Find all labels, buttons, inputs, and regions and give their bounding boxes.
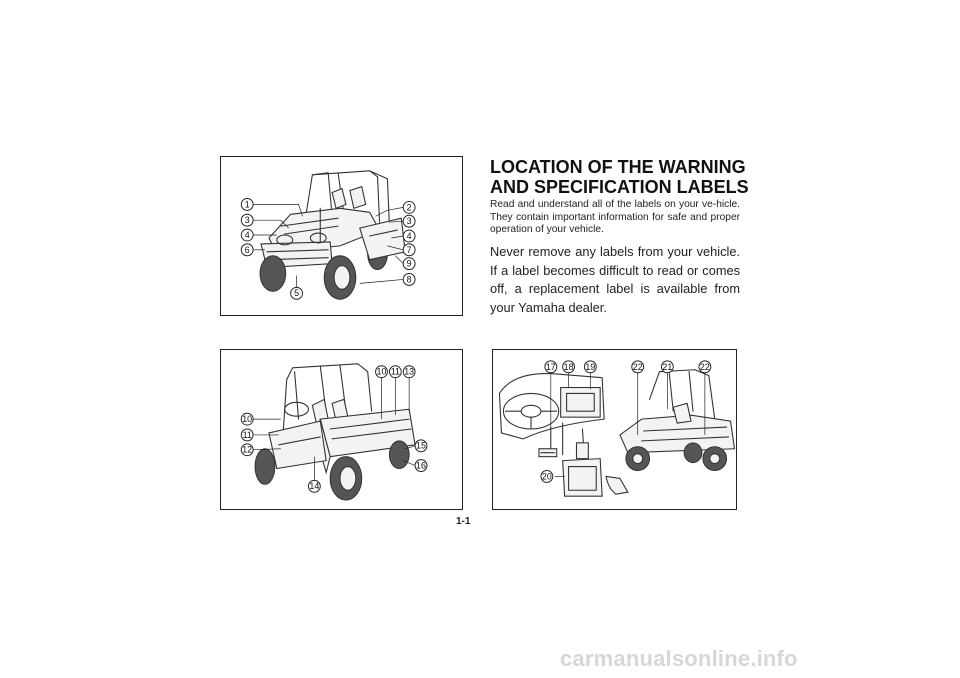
svg-text:2: 2 (406, 202, 412, 213)
callout-10-left (241, 413, 253, 425)
svg-text:11: 11 (242, 429, 252, 440)
svg-text:14: 14 (309, 481, 320, 492)
callout-14 (308, 480, 320, 492)
svg-text:10: 10 (376, 366, 387, 377)
svg-text:21: 21 (662, 361, 673, 372)
figure-front-view (220, 156, 463, 316)
callout-11-top (389, 366, 401, 378)
callout-13 (403, 366, 415, 378)
svg-text:8: 8 (406, 274, 412, 285)
svg-text:3: 3 (406, 216, 412, 227)
heading-line-1: LOCATION OF THE WARNING (490, 157, 746, 177)
svg-text:9: 9 (406, 258, 412, 269)
svg-text:4: 4 (406, 230, 412, 241)
svg-text:22: 22 (632, 361, 643, 372)
callout-18 (563, 361, 575, 373)
warning-paragraph: Never remove any labels from your vehicle. If a label becomes difficult to read or comes off, a replacement label is available from your Yamaha dealer. (490, 244, 740, 315)
svg-text:3: 3 (244, 215, 250, 226)
callout-15 (415, 440, 427, 452)
callout-8 (403, 274, 415, 286)
svg-text:5: 5 (294, 288, 300, 299)
figure-dashboard-view (492, 349, 737, 510)
callout-2 (403, 201, 415, 213)
page-heading (490, 157, 749, 197)
callout-16 (415, 460, 427, 472)
svg-text:6: 6 (244, 244, 250, 255)
svg-text:11: 11 (390, 366, 400, 377)
svg-text:16: 16 (416, 460, 426, 471)
callout-19 (584, 361, 596, 373)
rear-vehicle-illustration (221, 350, 462, 509)
svg-text:4: 4 (244, 229, 250, 240)
heading-line-2: AND SPECIFICATION LABELS (490, 177, 749, 197)
callout-7 (403, 244, 415, 256)
svg-text:18: 18 (563, 361, 574, 372)
callout-22-right (699, 361, 711, 373)
callout-3-left (241, 214, 253, 226)
callout-6 (241, 244, 253, 256)
callout-11-left (241, 429, 253, 441)
callout-20 (541, 470, 553, 482)
svg-text:1: 1 (244, 199, 250, 210)
callout-4-right (403, 230, 415, 242)
intro-paragraph-part-a: Read and understand all of the labels on your ve- (490, 199, 717, 210)
callout-21 (661, 361, 673, 373)
callout-9 (403, 258, 415, 270)
svg-text:20: 20 (541, 471, 552, 482)
svg-text:19: 19 (585, 361, 596, 372)
dashboard-side-illustration (493, 350, 736, 509)
watermark-text: carmanualsonline.info (560, 646, 798, 671)
svg-text:12: 12 (242, 444, 253, 455)
intro-paragraph (490, 199, 740, 237)
front-vehicle-illustration (221, 157, 462, 315)
callout-1 (241, 198, 253, 210)
callout-17 (545, 361, 557, 373)
callout-12 (241, 444, 253, 456)
callout-22-left (632, 361, 644, 373)
svg-text:7: 7 (406, 244, 412, 255)
svg-text:13: 13 (404, 366, 415, 377)
intro-paragraph-part-b: hicle. They contain important information for safe and proper operation of your vehicle. (490, 199, 740, 236)
callout-3-right (403, 215, 415, 227)
svg-text:15: 15 (416, 440, 426, 451)
callout-10-top (376, 366, 388, 378)
svg-text:10: 10 (242, 414, 253, 425)
callout-4-left (241, 229, 253, 241)
figure-rear-view (220, 349, 463, 510)
svg-text:17: 17 (545, 361, 556, 372)
svg-text:22: 22 (699, 361, 710, 372)
callout-5 (291, 287, 303, 299)
page-number: 1-1 (456, 516, 471, 527)
